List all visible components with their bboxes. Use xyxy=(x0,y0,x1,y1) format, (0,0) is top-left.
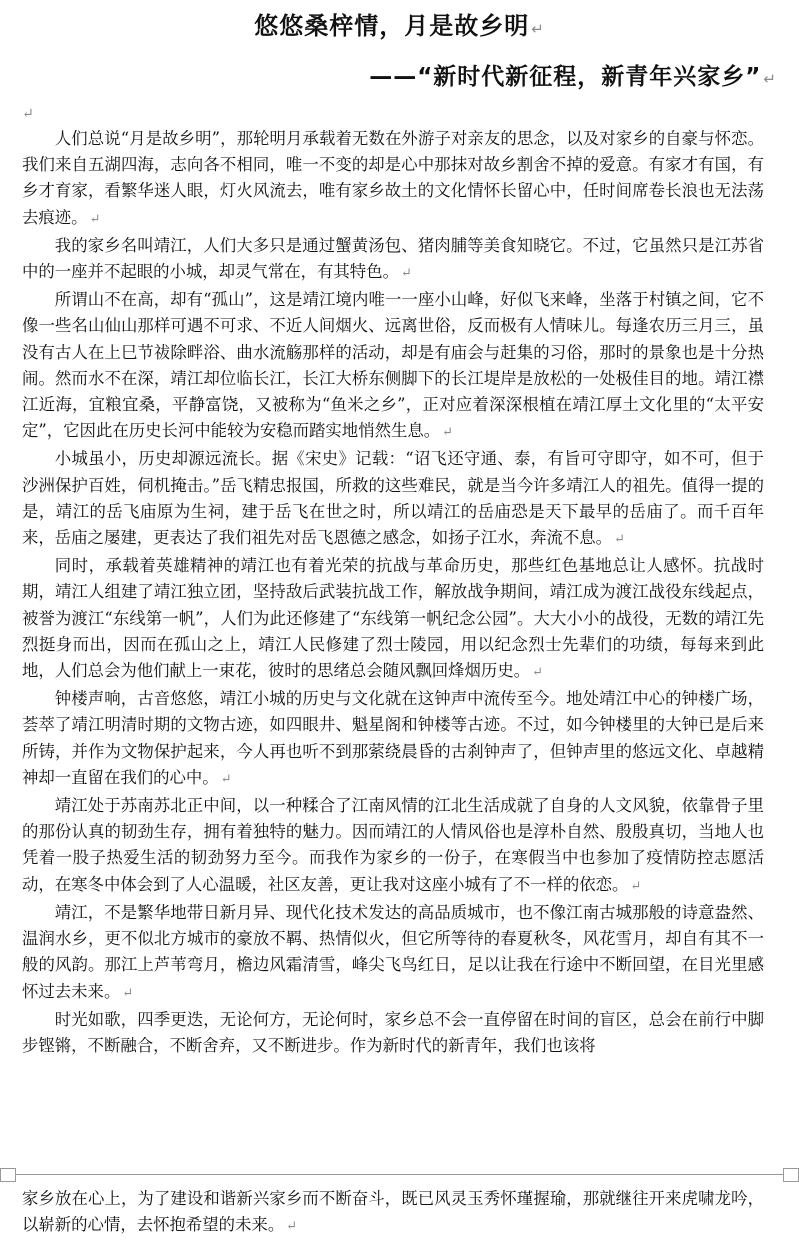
paragraph[interactable]: 我的家乡名叫靖江，人们大多只是通过蟹黄汤包、猪肉脯等美食知晓它。不过，它虽然只是江苏省中的一座并不起眼的小城，却灵气常在，有其特色。 ↵ xyxy=(22,235,764,282)
paragraph-mark-icon: ↵ xyxy=(122,985,134,1001)
paragraph[interactable]: 同时，承载着英雄精神的靖江也有着光荣的抗战与革命历史，那些红色基地总让人感怀。抗战时期，靖江人组建了靖江独立团，坚持敌后武装抗战工作，解放战争期间，靖江成为渡江战役东线起点，被誉为渡江“东线第一帆”，人们为此还修建了“东线第一帆纪念公园”。大大小小的战役，无数的靖江先烈挺身而出，因而在孤山之上，靖江人民修建了烈士陵园，用以纪念烈士先辈们的功绩，每每来到此地，人们总会为他们献上一束花，彼时的思绪总会随风飘回烽烟历史。 ↵ xyxy=(22,556,764,681)
paragraph-mark-icon: ↵ xyxy=(89,211,101,227)
document-title: 悠悠桑梓情，月是故乡明 ↵ xyxy=(254,12,545,40)
paragraph-mark-icon: ↵ xyxy=(220,771,232,787)
page-break-line xyxy=(0,1174,799,1175)
document-subtitle: ——“新时代新征程，新青年兴家乡” ↵ xyxy=(369,64,777,90)
paragraph[interactable]: 靖江处于苏南苏北正中间，以一种糅合了江南风情的江北生活成就了自身的人文风貌，依靠骨子里的那份认真的韧劲生存，拥有着独特的魅力。因而靖江的人情风俗也是淳朴自然、殷殷真切，当地人也凭着一股子热爱生活的韧劲努力至今。而我作为家乡的一份子，在寒假当中也参加了疫情防控志愿活动，在寒冬中体会到了人心温暖，社区友善，更让我对这座小城有了不一样的依恋。 ↵ xyxy=(22,796,764,894)
paragraph[interactable]: 所谓山不在高，却有“孤山”，这是靖江境内唯一一座小山峰，好似飞来峰，坐落于村镇之间，它不像一些名山仙山那样可遇不可求、不近人间烟火、远离世俗，反而极有人情味儿。每逢农历三月三，虽没有古人在上巳节祓除畔浴、曲水流觞那样的活动，却是有庙会与赶集的习俗，那时的景象也是十分热闹。然而水不在深，靖江却位临长江，长江大桥东侧脚下的长江堤岸是放松的一处极佳目的地。靖江襟江近海，宜粮宜桑，平静富饶，又被称为“鱼米之乡”，正对应着深深根植在靖江厚土文化里的“太平安定”，它因此在历史长河中能较为安稳而踏实地悄然生息。 ↵ xyxy=(22,290,764,441)
document-body[interactable] xyxy=(22,126,764,1059)
empty-paragraph-mark-icon: ↵ xyxy=(22,106,34,122)
page-corner-right-icon xyxy=(783,1168,799,1182)
paragraph[interactable]: 小城虽小，历史却源远流长。据《宋史》记载：“诏飞还守通、泰，有旨可守即守，如不可，但于沙洲保护百姓，伺机掩击。”岳飞精忠报国，所救的这些难民，就是当今许多靖江人的祖先。值得一提的是，靖江的岳飞庙原为生祠，建于岳飞在世之时，所以靖江的岳庙恐是天下最早的岳庙了。而千百年来，岳庙之屡建，更表达了我们祖先对岳飞恩德之感念，如扬子江水，奔流不息。 ↵ xyxy=(22,449,764,548)
paragraph[interactable]: 时光如歌，四季更迭，无论何方，无论何时，家乡总不会一直停留在时间的盲区，总会在前行中脚步铿锵，不断融合，不断舍弃，又不断进步。作为新时代的新青年，我们也该将 xyxy=(22,1009,764,1055)
document-body-continued[interactable] xyxy=(22,1186,764,1240)
paragraph-mark-icon: ↵ xyxy=(532,665,544,681)
page-break-separator xyxy=(0,1168,799,1182)
paragraph-mark-icon: ↵ xyxy=(400,266,412,282)
paragraph-mark-icon: ↵ xyxy=(630,878,642,894)
page-corner-left-icon xyxy=(0,1168,16,1182)
paragraph-mark-icon: ↵ xyxy=(763,70,777,88)
paragraph-mark-icon: ↵ xyxy=(286,1219,298,1235)
paragraph-mark-icon: ↵ xyxy=(614,532,625,548)
paragraph-mark-icon: ↵ xyxy=(442,425,454,441)
paragraph[interactable]: 靖江，不是繁华地带日新月异、现代化技术发达的高品质城市，也不像江南古城那般的诗意盎然、温润水乡，更不似北方城市的豪放不羁、热情似火，但它所等待的春夏秋冬，风花雪月，却自有其不一般的风韵。那江上芦苇弯月，檐边风霜清雪，峰尖飞鸟红日，足以让我在行途中不断回望，在目光里感怀过去未来。 ↵ xyxy=(22,902,764,1001)
paragraph-mark-icon: ↵ xyxy=(531,20,545,38)
paragraph[interactable]: 钟楼声响，古音悠悠，靖江小城的历史与文化就在这钟声中流传至今。地处靖江中心的钟楼广场，荟萃了靖江明清时期的文物古迹，如四眼井、魁星阁和钟楼等古迹。不过，如今钟楼里的大钟已是后来所铸，并作为文物保护起来，今人再也听不到那萦绕晨昏的古刹钟声了，但钟声里的悠远文化、卓越精神却一直留在我们的心中。 ↵ xyxy=(22,689,764,787)
paragraph[interactable]: 家乡放在心上，为了建设和谐新兴家乡而不断奋斗，既已风灵玉秀怀瑾握瑜，那就继往开来虎啸龙吟，以崭新的心情，去怀抱希望的未来。 ↵ xyxy=(22,1189,764,1235)
paragraph[interactable]: 人们总说“月是故乡明”，那轮明月承载着无数在外游子对亲友的思念，以及对家乡的自豪与怀恋。我们来自五湖四海，志向各不相同，唯一不变的却是心中那抹对故乡割舍不掉的爱意。有家才有国，有乡才育家，看繁华迷人眼，灯火风流去，唯有家乡故土的文化情怀长留心中，任时间席卷长浪也无法荡去痕迹。 ↵ xyxy=(22,129,764,227)
